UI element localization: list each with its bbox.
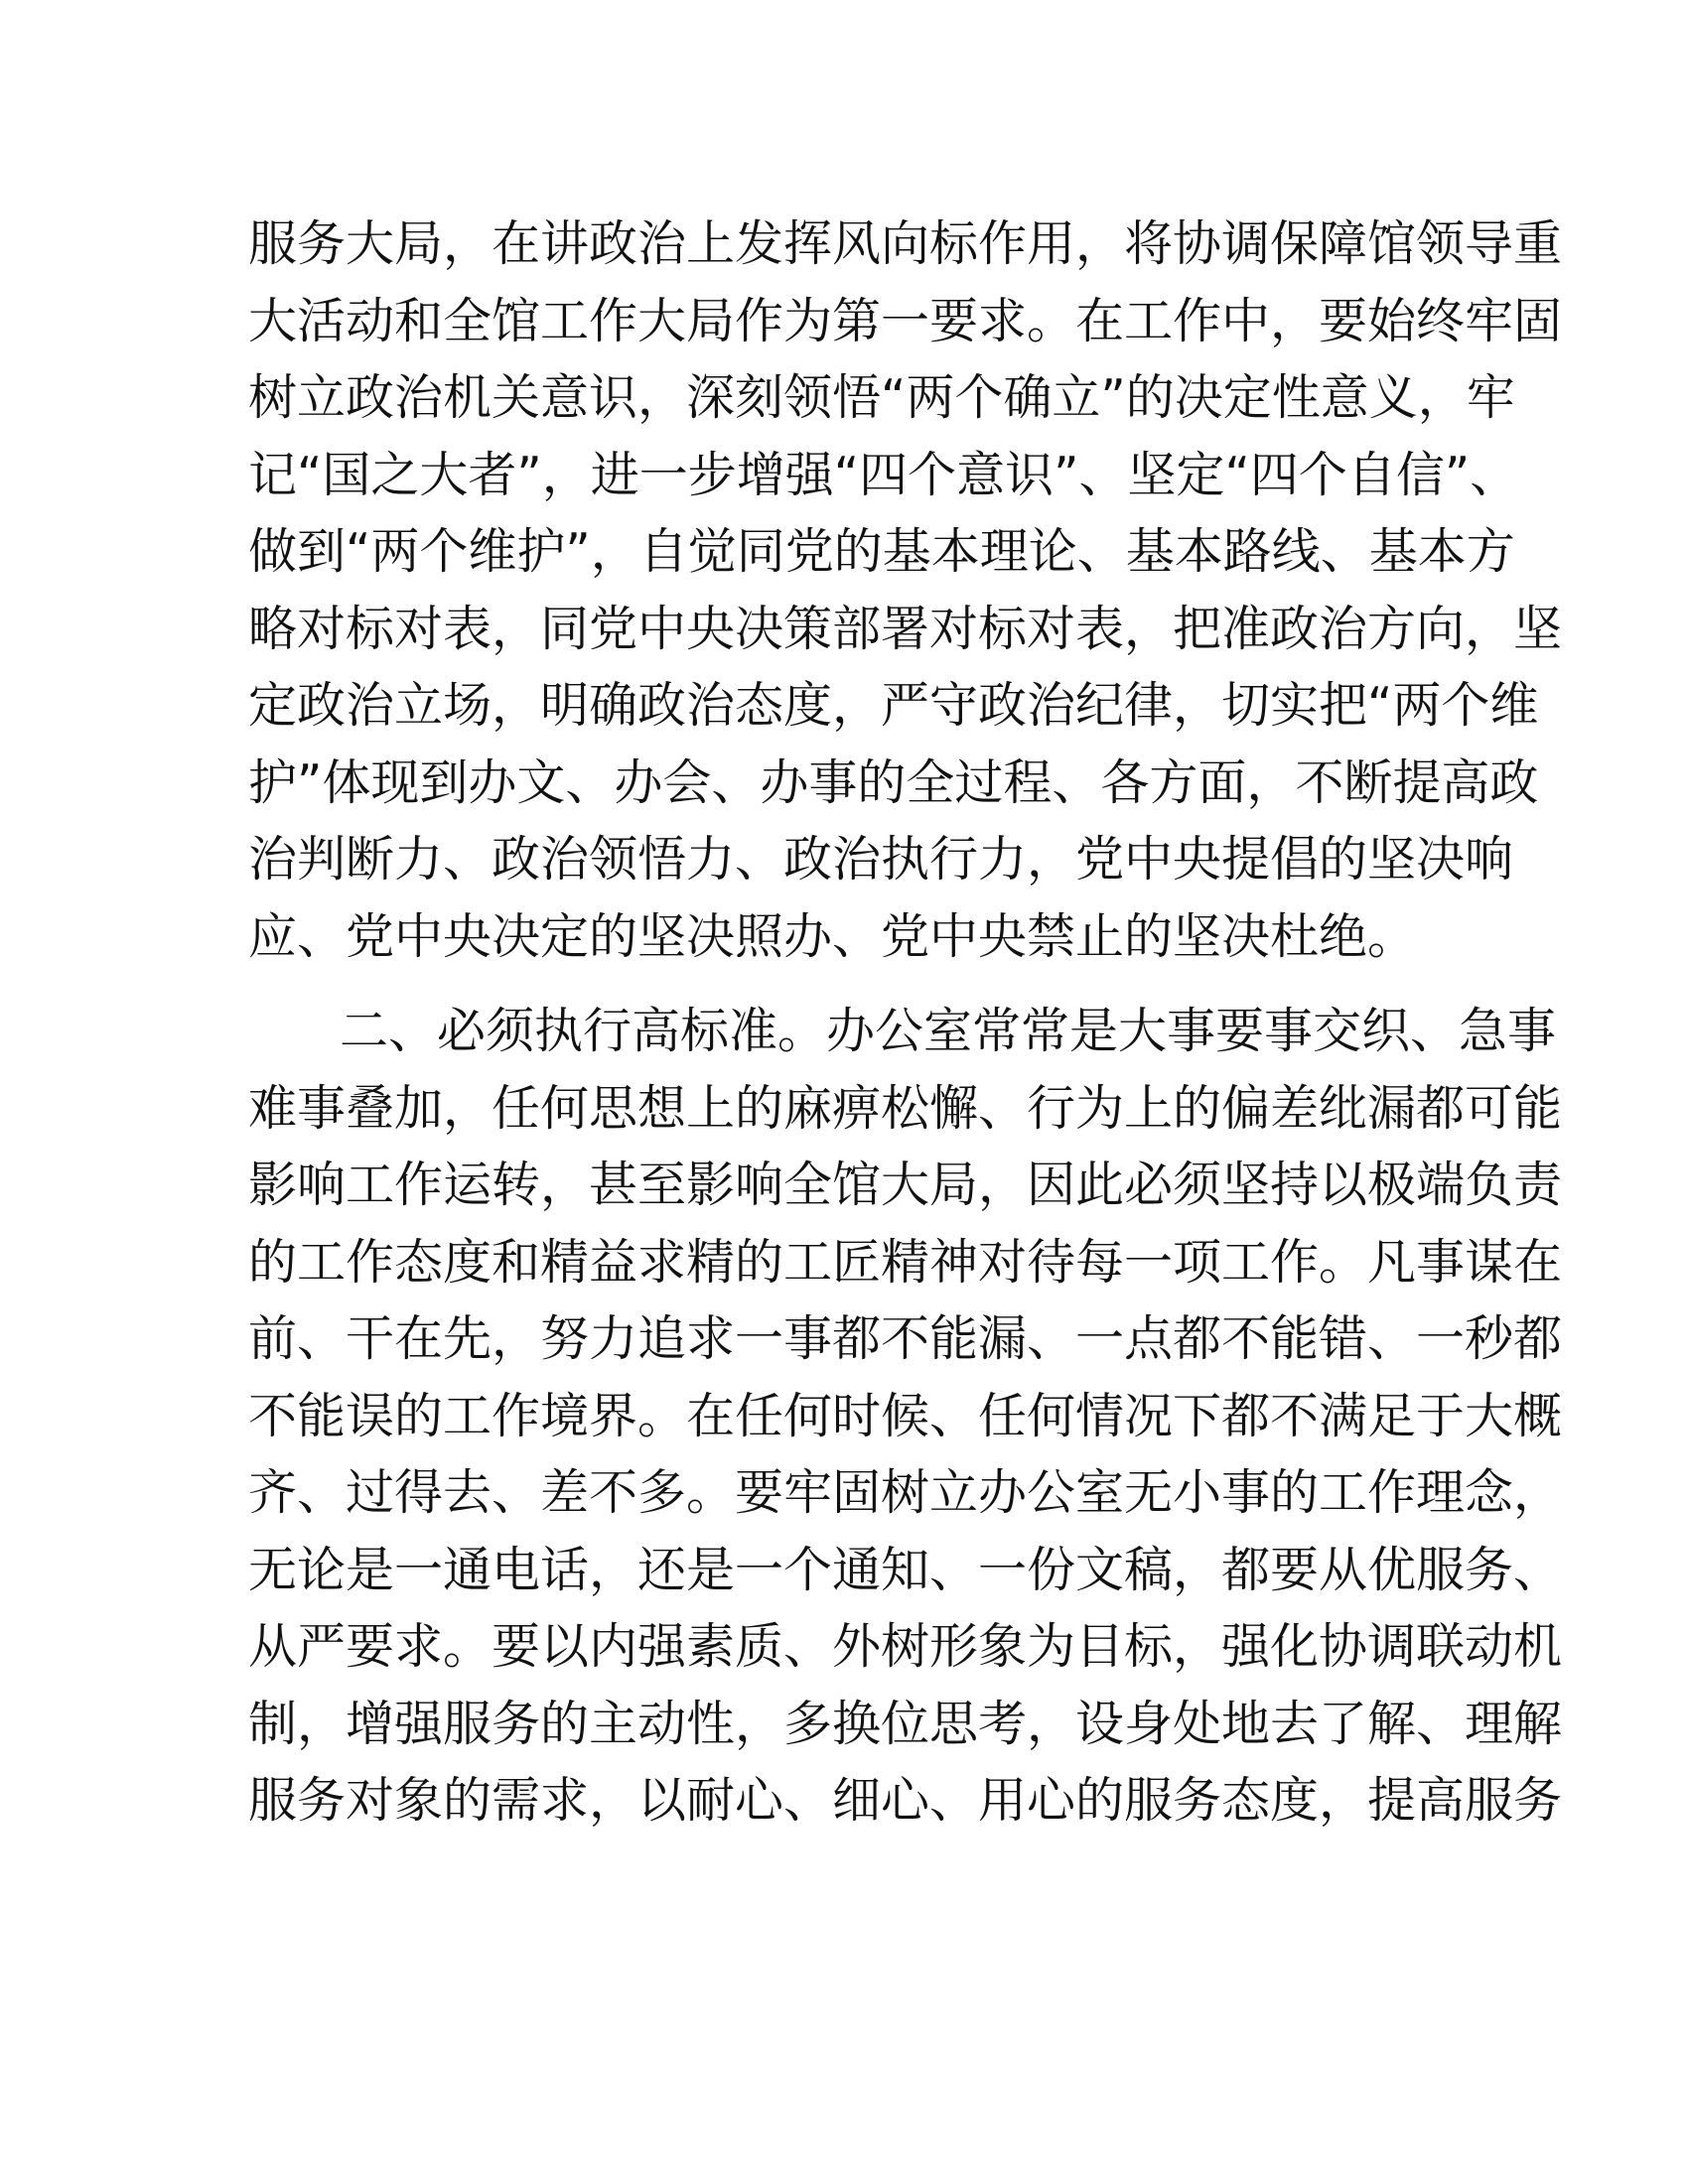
text-line: 从严要求。要以内强素质、外树形象为目标，强化协调联动机 <box>248 1618 1563 1675</box>
text-line: 应、党中央决定的坚决照办、党中央禁止的坚决杜绝。 <box>248 907 1417 965</box>
text-line: 齐、过得去、差不多。要牢固树立办公室无小事的工作理念， <box>248 1464 1563 1521</box>
text-line: 难事叠加，任何思想上的麻痹松懈、行为上的偏差纰漏都可能 <box>248 1079 1563 1137</box>
text-line: 前、干在先，努力追求一事都不能漏、一点都不能错、一秒都 <box>248 1310 1563 1367</box>
paragraph-2 <box>248 993 1563 1840</box>
text-line: 治判断力、政治领悟力、政治执行力，党中央提倡的坚决响 <box>248 831 1514 887</box>
text-line: 服务大局，在讲政治上发挥风向标作用，将协调保障馆领导重 <box>248 215 1563 272</box>
text-line: 服务对象的需求，以耐心、细心、用心的服务态度，提高服务 <box>248 1772 1563 1829</box>
text-line: 树立政治机关意识，深刻领悟“两个确立”的决定性意义，牢 <box>248 369 1515 426</box>
text-line: 护”体现到办文、办会、办事的全过程、各方面，不断提高政 <box>248 753 1539 811</box>
text-line: 略对标对表，同党中央决策部署对标对表，把准政治方向，坚 <box>248 600 1563 657</box>
text-line: 大活动和全馆工作大局作为第一要求。在工作中，要始终牢固 <box>248 292 1563 349</box>
text-line-indented: 二、必须执行高标准。办公室常常是大事要事交织、急事 <box>340 1003 1557 1059</box>
text-line: 定政治立场，明确政治态度，严守政治纪律，切实把“两个维 <box>248 677 1539 734</box>
text-line: 做到“两个维护”，自觉同党的基本理论、基本路线、基本方 <box>248 523 1515 580</box>
paragraph-1 <box>248 205 1563 975</box>
text-line: 不能误的工作境界。在任何时候、任何情况下都不满足于大概 <box>248 1387 1563 1444</box>
text-line: 制，增强服务的主动性，多换位思考，设身处地去了解、理解 <box>248 1695 1563 1752</box>
text-line: 无论是一通电话，还是一个通知、一份文稿，都要从优服务、 <box>248 1541 1563 1598</box>
text-line: 记“国之大者”，进一步增强“四个意识”、坚定“四个自信”、 <box>248 446 1519 503</box>
text-line: 的工作态度和精益求精的工匠精神对待每一项工作。凡事谋在 <box>248 1233 1563 1291</box>
text-line: 影响工作运转，甚至影响全馆大局，因此必须坚持以极端负责 <box>248 1157 1563 1213</box>
